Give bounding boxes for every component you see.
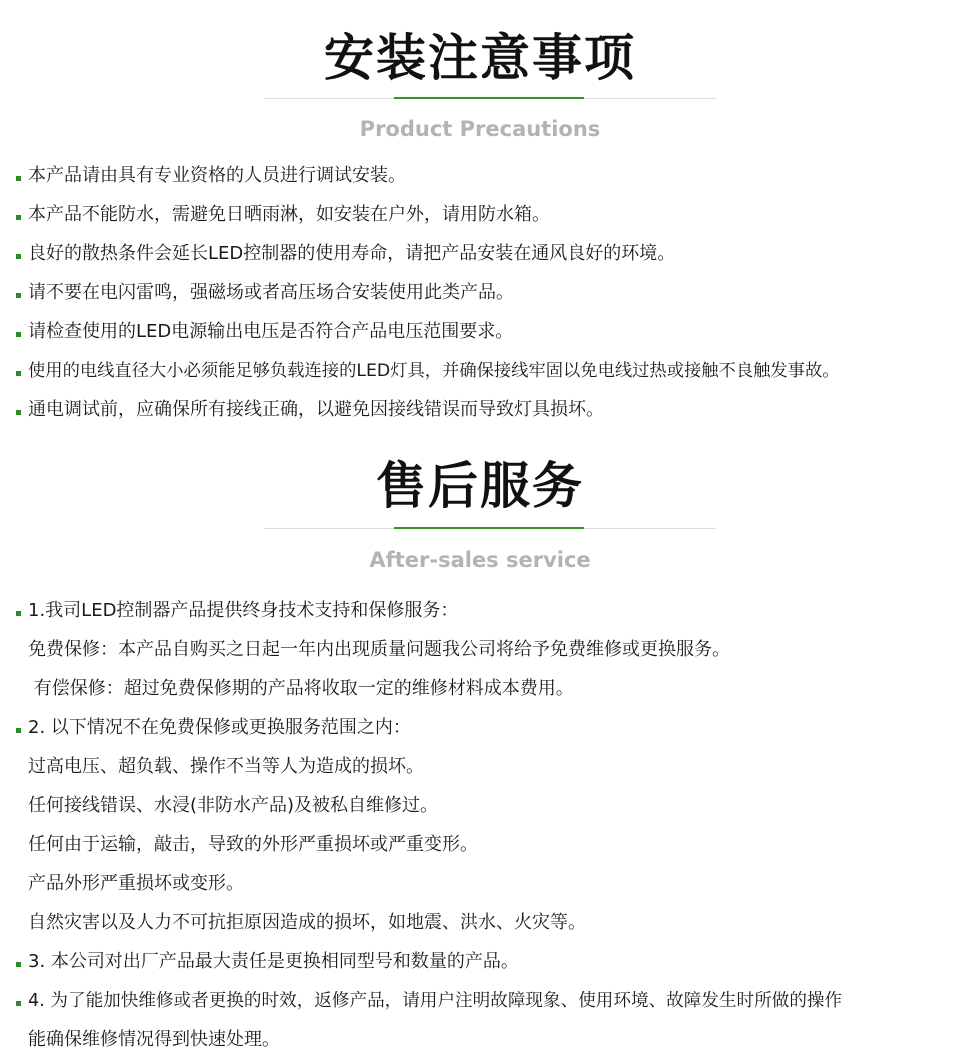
bullet-icon [16, 728, 21, 733]
bullet-icon [16, 254, 21, 259]
list-item: 任何由于运输，敲击，导致的外形严重损坏或严重变形。 [28, 834, 478, 855]
list-item: 免费保修：本产品自购买之日起一年内出现质量问题我公司将给予免费维修或更换服务。 [28, 639, 730, 660]
after-sales-title: 售后服务 [376, 457, 584, 515]
list-item: 通电调试前，应确保所有接线正确，以避免因接线错误而导致灯具损坏。 [28, 399, 604, 420]
list-item: 请检查使用的LED电源输出电压是否符合产品电压范围要求。 [28, 321, 514, 342]
precautions-title: 安装注意事项 [324, 29, 636, 87]
precautions-divider [264, 98, 716, 99]
list-item: 产品外形严重损坏或变形。 [28, 873, 244, 894]
after-sales-subtitle: After-sales service [369, 548, 591, 572]
bullet-icon [16, 962, 21, 967]
bullet-icon [16, 215, 21, 220]
list-item: 1.我司LED控制器产品提供终身技术支持和保修服务： [28, 600, 459, 621]
bullet-icon [16, 371, 21, 376]
bullet-icon [16, 410, 21, 415]
list-item: 良好的散热条件会延长LED控制器的使用寿命，请把产品安装在通风良好的环境。 [28, 243, 676, 264]
list-item: 任何接线错误、水浸(非防水产品)及被私自维修过。 [28, 795, 439, 816]
list-item: 3. 本公司对出厂产品最大责任是更换相同型号和数量的产品。 [28, 951, 519, 972]
bullet-icon [16, 332, 21, 337]
bullet-icon [16, 1001, 21, 1006]
list-item: 过高电压、超负载、操作不当等人为造成的损坏。 [28, 756, 424, 777]
list-item: 本产品请由具有专业资格的人员进行调试安装。 [28, 165, 406, 186]
list-item: 有偿保修：超过免费保修期的产品将收取一定的维修材料成本费用。 [28, 678, 574, 699]
list-item: 4. 为了能加快维修或者更换的时效，返修产品，请用户注明故障现象、使用环境、故障发生时所做的操作 [28, 991, 843, 1011]
list-item: 能确保维修情况得到快速处理。 [28, 1029, 280, 1050]
bullet-icon [16, 176, 21, 181]
bullet-icon [16, 293, 21, 298]
list-item: 自然灾害以及人力不可抗拒原因造成的损坏，如地震、洪水、火灾等。 [28, 912, 586, 933]
list-item: 使用的电线直径大小必须能足够负载连接的LED灯具，并确保接线牢固以免电线过热或接触不良触发事故。 [28, 361, 840, 381]
bullet-icon [16, 611, 21, 616]
precautions-subtitle: Product Precautions [359, 117, 601, 141]
list-item: 请不要在电闪雷鸣，强磁场或者高压场合安装使用此类产品。 [28, 282, 514, 303]
list-item: 本产品不能防水，需避免日晒雨淋，如安装在户外，请用防水箱。 [28, 204, 550, 225]
after-sales-divider [264, 528, 716, 529]
list-item: 2. 以下情况不在免费保修或更换服务范围之内： [28, 717, 411, 738]
